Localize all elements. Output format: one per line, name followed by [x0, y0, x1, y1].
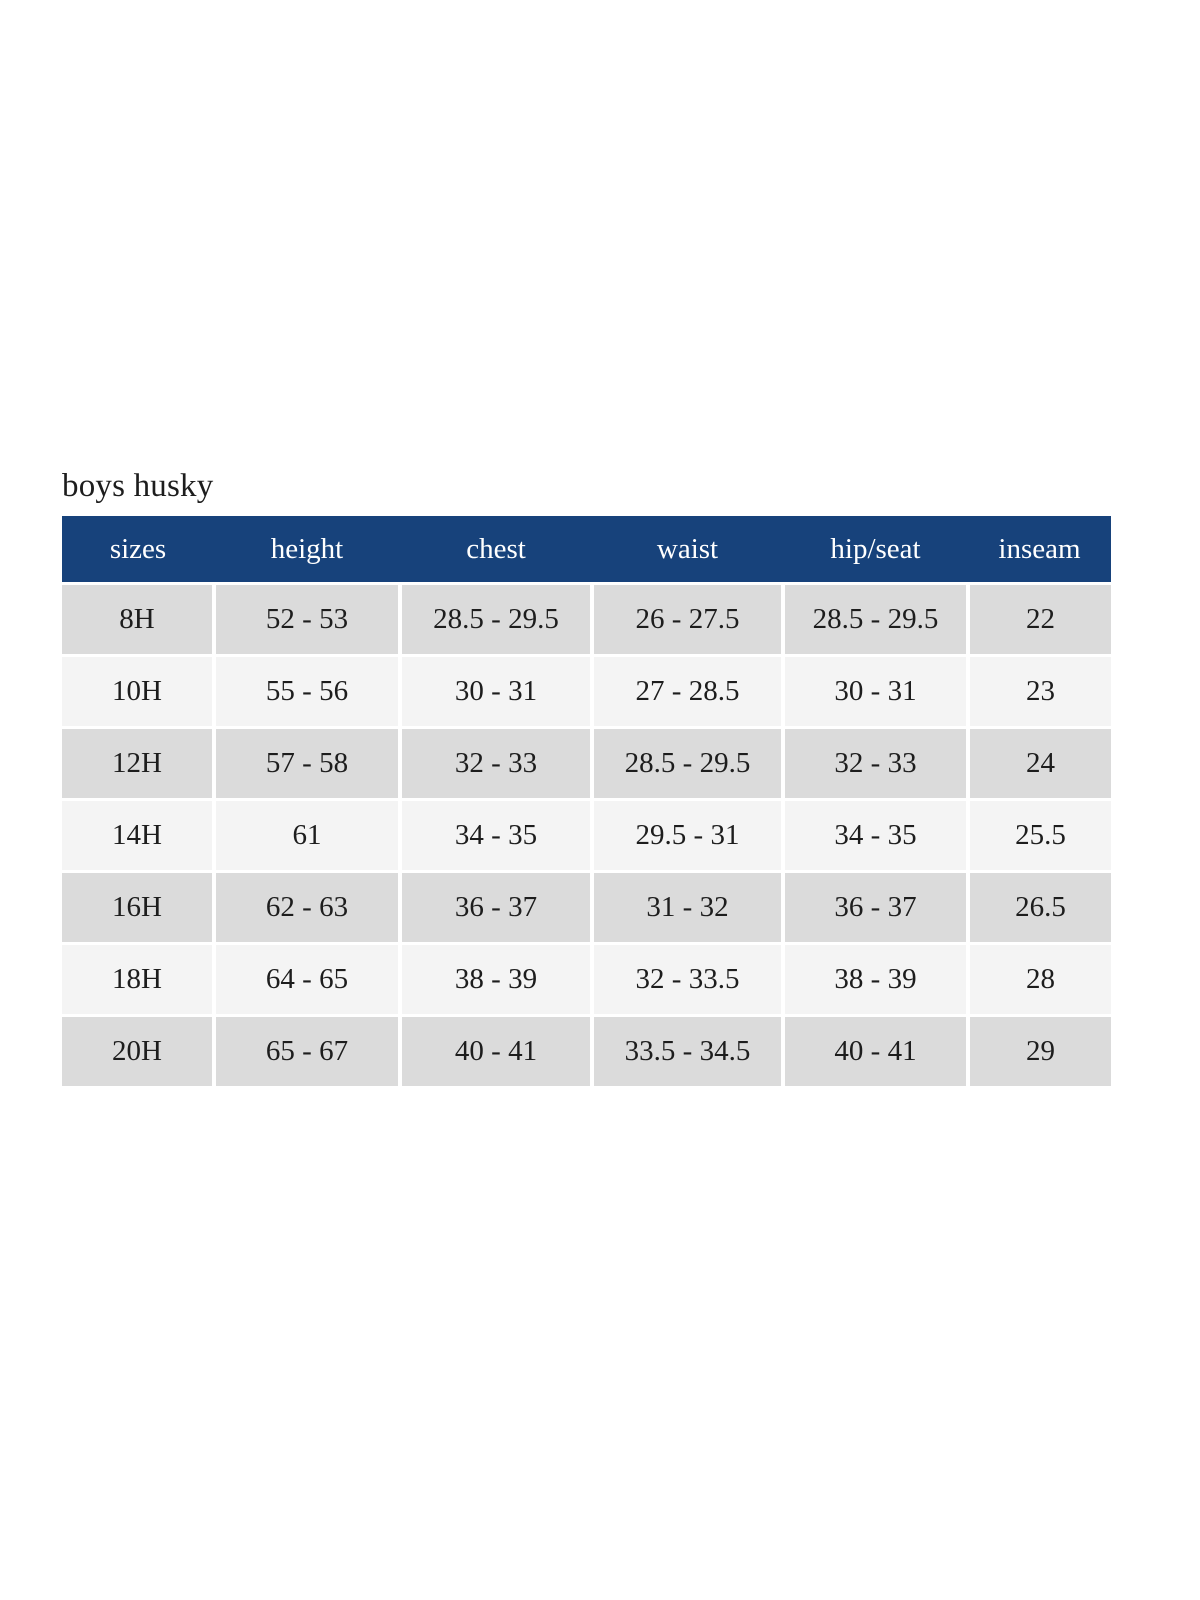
chest-cell: 38 - 39	[400, 944, 592, 1016]
waist-cell: 31 - 32	[592, 872, 783, 944]
table-row	[62, 944, 1111, 1016]
inseam-cell: 23	[968, 656, 1111, 728]
size-cell: 12H	[62, 728, 214, 800]
waist-cell: 27 - 28.5	[592, 656, 783, 728]
hip-seat-cell: 30 - 31	[783, 656, 968, 728]
chest-cell: 34 - 35	[400, 800, 592, 872]
chest-cell: 28.5 - 29.5	[400, 584, 592, 656]
chest-cell: 30 - 31	[400, 656, 592, 728]
size-cell: 16H	[62, 872, 214, 944]
height-cell: 57 - 58	[214, 728, 400, 800]
inseam-cell: 22	[968, 584, 1111, 656]
size-cell: 14H	[62, 800, 214, 872]
column-header-chest: chest	[400, 516, 592, 584]
hip-seat-cell: 34 - 35	[783, 800, 968, 872]
hip-seat-cell: 36 - 37	[783, 872, 968, 944]
chest-cell: 32 - 33	[400, 728, 592, 800]
height-cell: 61	[214, 800, 400, 872]
inseam-cell: 25.5	[968, 800, 1111, 872]
size-cell: 18H	[62, 944, 214, 1016]
table-row	[62, 1016, 1111, 1087]
hip-seat-cell: 32 - 33	[783, 728, 968, 800]
column-header-inseam: inseam	[968, 516, 1111, 584]
size-chart-section	[62, 468, 1111, 1086]
inseam-cell: 26.5	[968, 872, 1111, 944]
waist-cell: 26 - 27.5	[592, 584, 783, 656]
height-cell: 52 - 53	[214, 584, 400, 656]
inseam-cell: 24	[968, 728, 1111, 800]
chest-cell: 36 - 37	[400, 872, 592, 944]
table-row	[62, 800, 1111, 872]
waist-cell: 29.5 - 31	[592, 800, 783, 872]
height-cell: 55 - 56	[214, 656, 400, 728]
height-cell: 64 - 65	[214, 944, 400, 1016]
column-header-hip-seat: hip/seat	[783, 516, 968, 584]
column-header-height: height	[214, 516, 400, 584]
waist-cell: 33.5 - 34.5	[592, 1016, 783, 1087]
inseam-cell: 29	[968, 1016, 1111, 1087]
column-header-sizes: sizes	[62, 516, 214, 584]
height-cell: 62 - 63	[214, 872, 400, 944]
hip-seat-cell: 38 - 39	[783, 944, 968, 1016]
waist-cell: 28.5 - 29.5	[592, 728, 783, 800]
page-title: boys husky	[62, 468, 214, 504]
height-cell: 65 - 67	[214, 1016, 400, 1087]
size-chart-table	[62, 516, 1111, 1086]
header-row	[62, 516, 1111, 584]
table-row	[62, 728, 1111, 800]
table-row	[62, 656, 1111, 728]
size-cell: 20H	[62, 1016, 214, 1087]
hip-seat-cell: 28.5 - 29.5	[783, 584, 968, 656]
column-header-waist: waist	[592, 516, 783, 584]
hip-seat-cell: 40 - 41	[783, 1016, 968, 1087]
waist-cell: 32 - 33.5	[592, 944, 783, 1016]
size-cell: 10H	[62, 656, 214, 728]
chest-cell: 40 - 41	[400, 1016, 592, 1087]
table-row	[62, 872, 1111, 944]
size-cell: 8H	[62, 584, 214, 656]
table-row	[62, 584, 1111, 656]
inseam-cell: 28	[968, 944, 1111, 1016]
